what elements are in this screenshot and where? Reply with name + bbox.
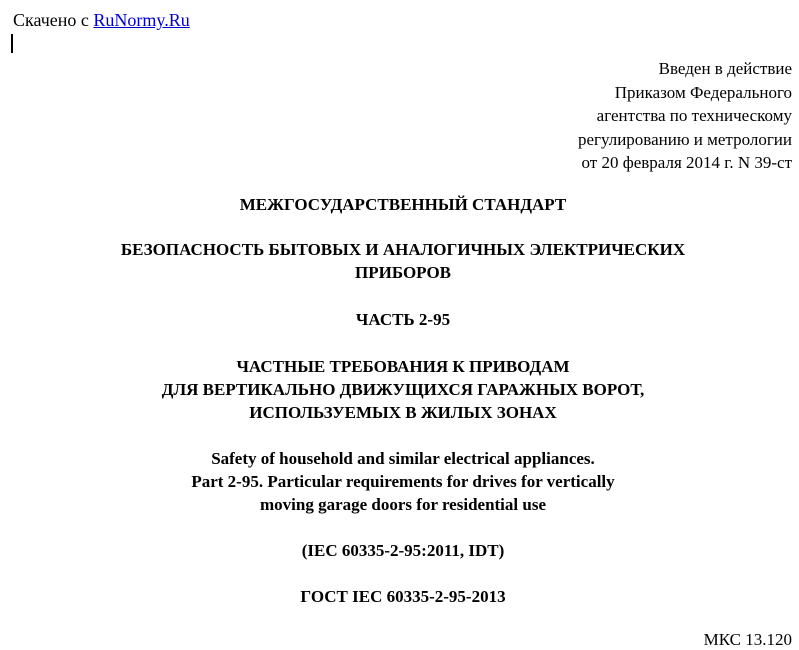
english-title (0, 447, 799, 516)
text-cursor (11, 34, 13, 53)
source-prefix: Скачено с (13, 10, 94, 30)
gost-text: ГОСТ IEC 60335-2-95-2013 (300, 587, 506, 606)
approval-line: агентства по техническому (596, 106, 792, 125)
standard-title (0, 238, 799, 284)
subtitle-line: ИСПОЛЬЗУЕМЫХ В ЖИЛЫХ ЗОНАХ (249, 403, 557, 422)
source-line (13, 10, 190, 30)
approval-line: Введен в действие (658, 59, 792, 78)
approval-line: регулированию и метрологии (577, 129, 792, 149)
standard-part (0, 308, 799, 331)
subtitle-line: ЧАСТНЫЕ ТРЕБОВАНИЯ К ПРИВОДАМ (236, 357, 570, 376)
standard-type (0, 193, 799, 216)
mks-code: МКС 13.120 (703, 630, 792, 649)
title-line: БЕЗОПАСНОСТЬ БЫТОВЫХ И АНАЛОГИЧНЫХ ЭЛЕКТРИЧЕСКИХ (120, 240, 686, 259)
iec-reference (0, 539, 799, 562)
english-line: Part 2-95. Particular requirements for drives for vertically (191, 472, 615, 491)
iec-text: (IEC 60335-2-95:2011, IDT) (301, 541, 505, 560)
standard-subtitle (0, 355, 799, 424)
approval-block (578, 57, 792, 175)
english-line: moving garage doors for residential use (260, 495, 546, 514)
english-line: Safety of household and similar electrical appliances. (211, 449, 595, 468)
subtitle-line: ДЛЯ ВЕРТИКАЛЬНО ДВИЖУЩИХСЯ ГАРАЖНЫХ ВОРОТ, (161, 380, 645, 399)
title-line: ПРИБОРОВ (354, 263, 452, 282)
approval-line: Приказом Федерального (614, 82, 792, 102)
source-link[interactable]: RuNormy.Ru (93, 10, 190, 30)
gost-designation (0, 585, 799, 608)
approval-line: от 20 февраля 2014 г. N 39-ст (581, 153, 792, 172)
part-text: ЧАСТЬ 2-95 (355, 310, 451, 329)
standard-type-text: МЕЖГОСУДАРСТВЕННЫЙ СТАНДАРТ (239, 195, 567, 214)
